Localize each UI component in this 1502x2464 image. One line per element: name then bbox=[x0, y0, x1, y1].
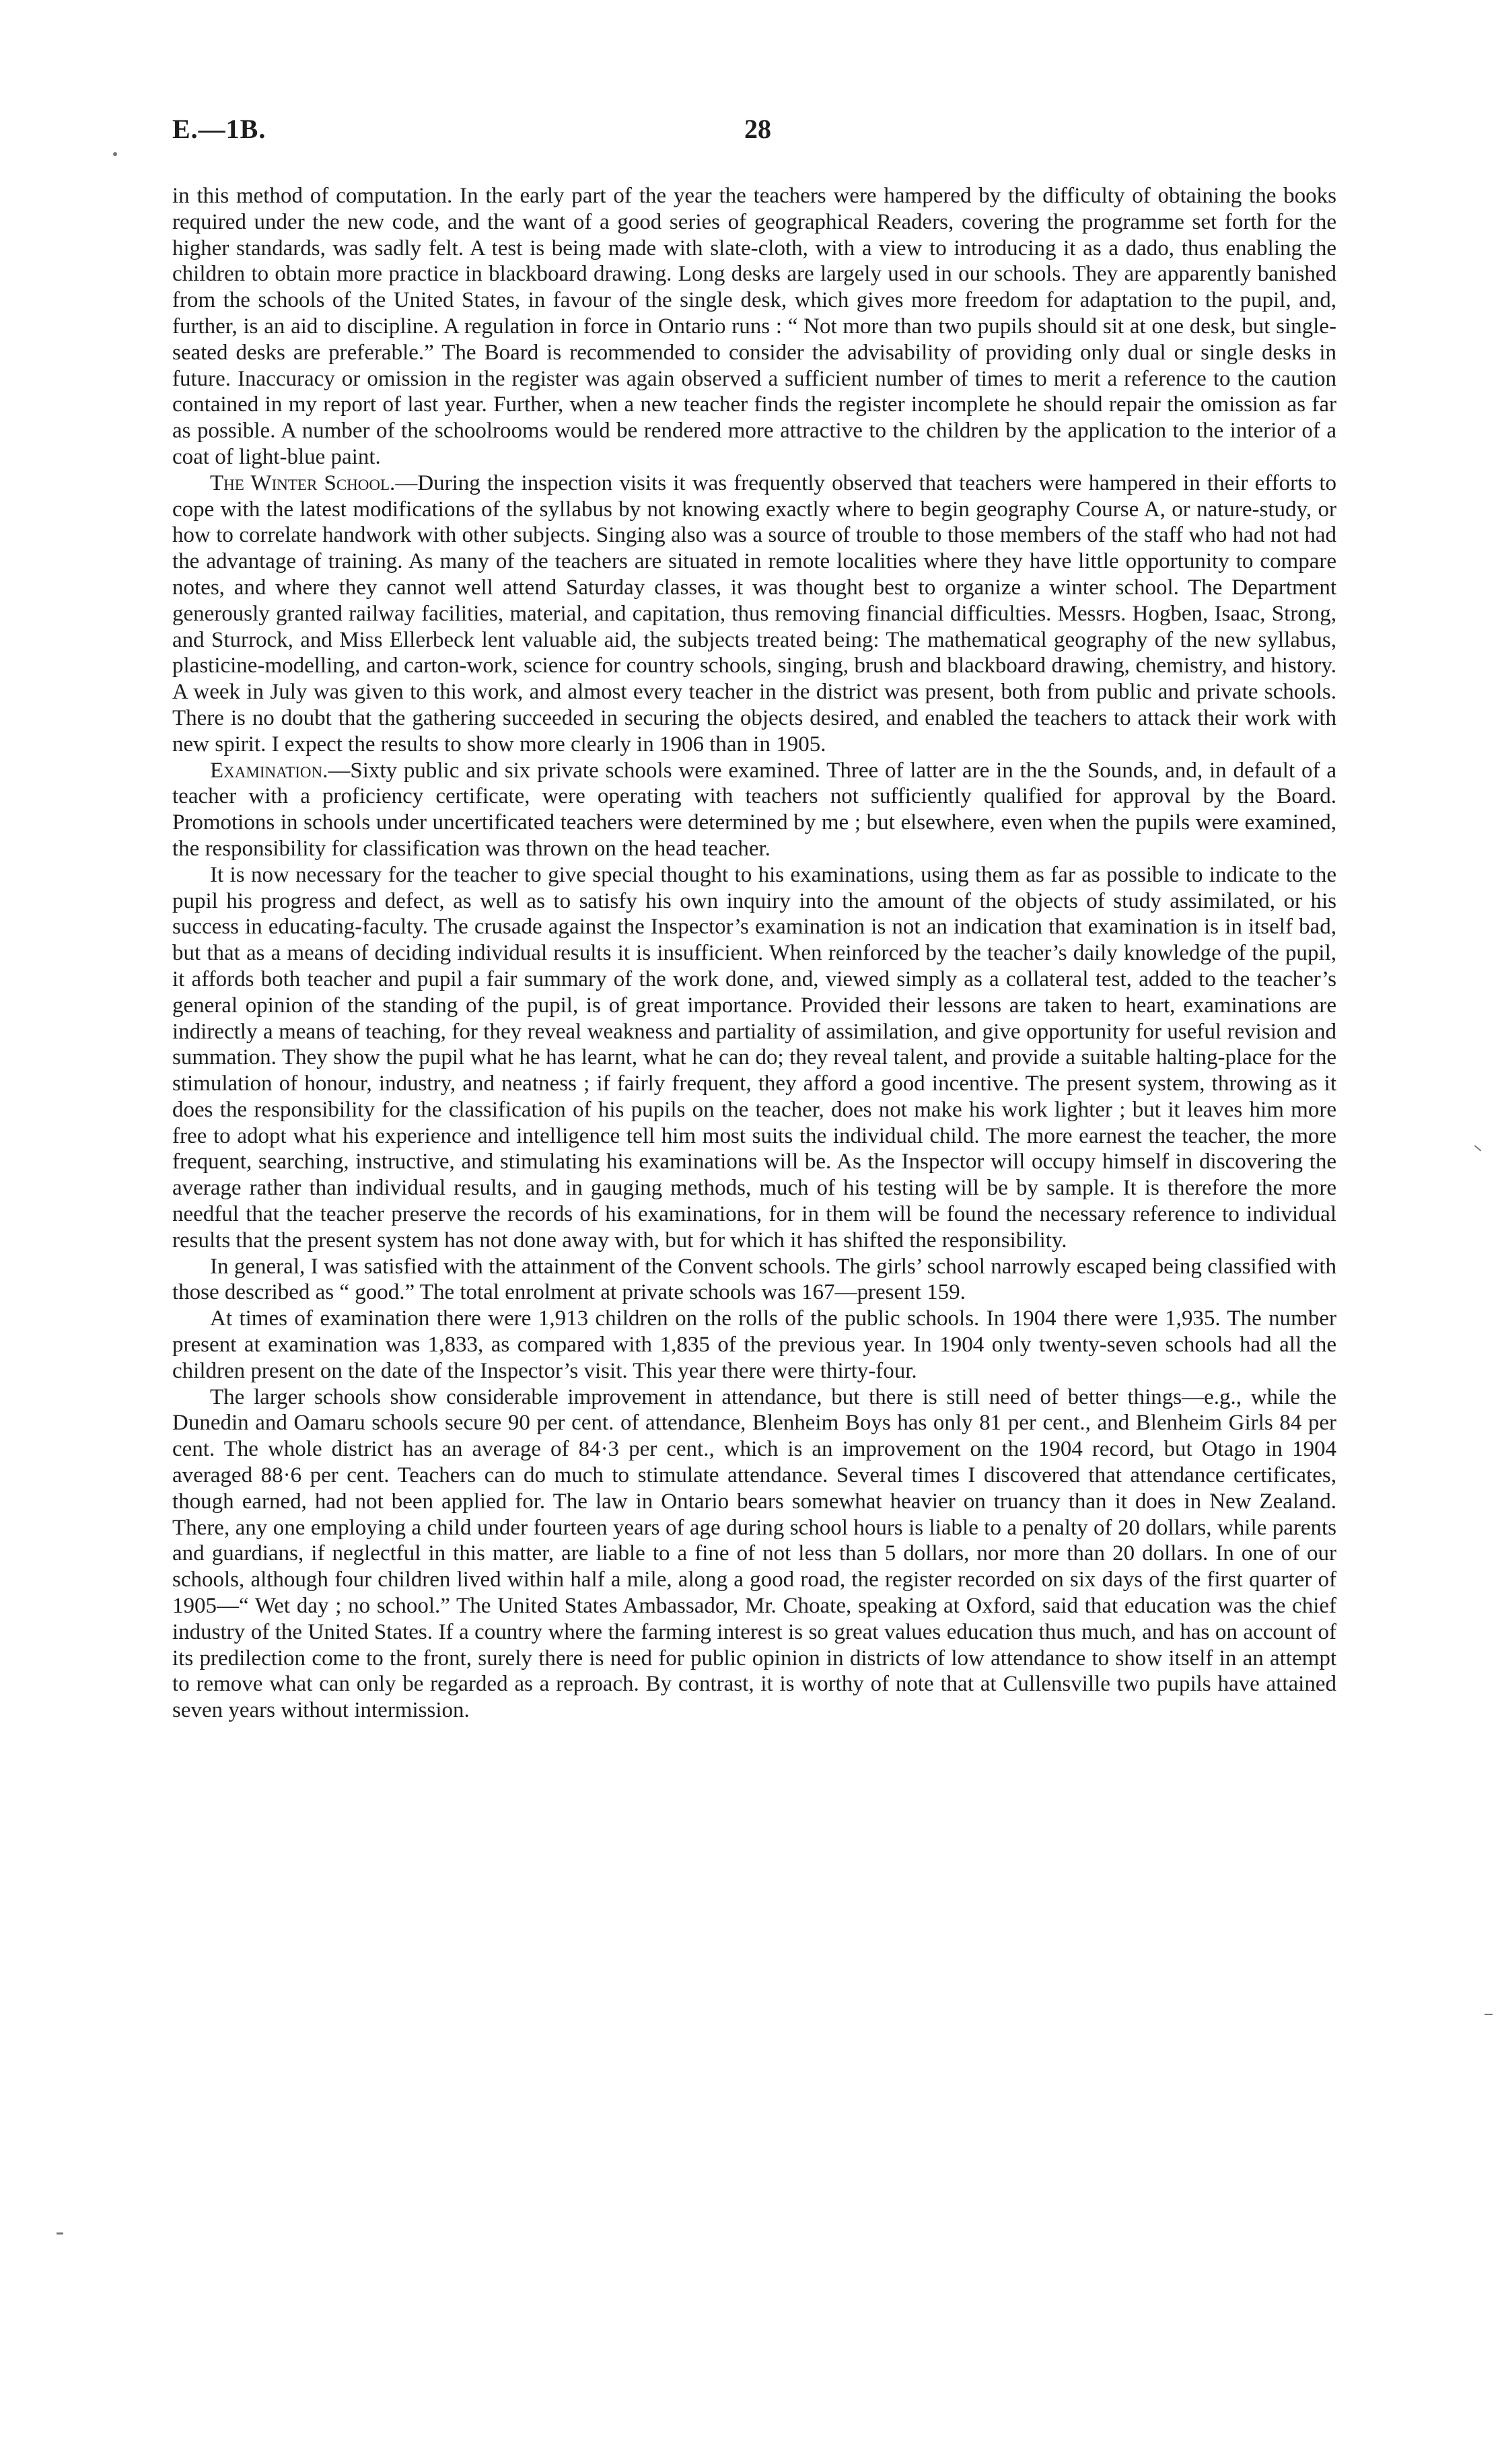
paragraph-text: It is now necessary for the teacher to give special thought to his examinations, using them as far as possible to indicate to the pupil his progress and defect, as well as to satisfy his own inquiry into the amount of the objects of study assimilated, or his success in educating-faculty. The crusade against the Inspector’s examination is not an indication that examination is in itself bad, but that as a means of deciding individual results it is insufficient. When reinforced by the teacher’s daily knowledge of the pupil, it affords both teacher and pupil a fair summary of the work done, and, viewed simply as a collateral test, added to the teacher’s general opinion of the standing of the pupil, is of great importance. Provided their lessons are taken to heart, examinations are indirectly a means of teaching, for they reveal weakness and partiality of assimilation, and give opportunity for useful revision and summation. They show the pupil what he has learnt, what he can do; they reveal talent, and provide a suitable halting-place for the stimulation of honour, industry, and neatness ; if fairly frequent, they afford a good incentive. The present system, throwing as it does the responsibility for the classification of his pupils on the teacher, does not make his work lighter ; but it leaves him more free to adopt what his experience and intelligence tell him most suits the individual child. The more earnest the teacher, the more frequent, searching, instructive, and stimulating his examinations will be. As the Inspector will occupy himself in discovering the average rather than individual results, and in gauging methods, much of his testing will be by sample. It is therefore the more needful that the teacher preserve the records of his examinations, for in them will be found the necessary reference to individual results that the present system has not done away with, but for which it has shifted the responsibility. bbox=[172, 862, 1336, 1253]
paragraph-examination bbox=[172, 758, 1336, 862]
paragraph-text: —During the inspection visits it was frequently observed that teachers were hampered in their efforts to cope with the latest modifications of the syllabus by not knowing exactly where to begin geography Course A, or nature-study, or how to correlate handwork with other subjects. Singing also was a source of trouble to those members of the staff who had not had the advantage of training. As many of the teachers are situated in remote localities where they have little opportunity to compare notes, and where they cannot well attend Saturday classes, it was thought best to organize a winter school. The Department generously granted railway facilities, material, and capitation, thus removing financial difficulties. Messrs. Hogben, Isaac, Strong, and Sturrock, and Miss Ellerbeck lent valuable aid, the subjects treated being: The mathematical geography of the new syllabus, plasticine-modelling, and carton-work, science for country schools, singing, brush and blackboard drawing, chemistry, and history. A week in July was given to this work, and almost every teacher in the district was present, both from public and private schools. There is no doubt that the gathering succeeded in securing the objects desired, and enabled the teachers to attack their work with new spirit. I expect the results to show more clearly in 1906 than in 1905. bbox=[172, 470, 1336, 756]
paragraph-teacher-examinations bbox=[172, 862, 1336, 1254]
paragraph-text: The larger schools show considerable improvement in attendance, but there is still need of better things—e.g., while the Dunedin and Oamaru schools secure 90 per cent. of attendance, Blenheim Boys has only 81 per cent., and Blenheim Girls 84 per cent. The whole district has an average of 84·3 per cent., which is an improvement on the 1904 record, but Otago in 1904 averaged 88·6 per cent. Teachers can do much to stimulate attendance. Several times I discovered that attendance certificates, though earned, had not been applied for. The law in Ontario bears somewhat heavier on truancy than it does in New Zealand. There, any one employing a child under fourteen years of age during school hours is liable to a penalty of 20 dollars, while parents and guardians, if neglectful in this matter, are liable to a fine of not less than 5 dollars, nor more than 20 dollars. In one of our schools, although four children lived within half a mile, along a good road, the register recorded on six days of the first quarter of 1905—“ Wet day ; no school.” The United States Ambassador, Mr. Choate, speaking at Oxford, said that education was the chief industry of the United States. If a country where the farming interest is so great values education thus much, and has on account of its predilection come to the front, surely there is need for public opinion in districts of low attendance to show itself in an attempt to remove what can only be regarded as a reproach. By contrast, it is worthy of note that at Cullensville two pupils have attained seven years without intermission. bbox=[172, 1384, 1336, 1723]
paragraph-attendance bbox=[172, 1384, 1336, 1724]
paragraph-text: in this method of computation. In the early part of the year the teachers were hampered by the difficulty of obtaining the books required under the new code, and the want of a good series of geographical Readers, covering the programme set forth for the higher standards, was sadly felt. A test is being made with slate-cloth, with a view to introducing it as a dado, thus enabling the children to obtain more practice in blackboard drawing. Long desks are largely used in our schools. They are apparently banished from the schools of the United States, in favour of the single desk, which gives more freedom for adaptation to the pupil, and, further, is an aid to discipline. A regulation in force in Ontario runs : “ Not more than two pupils should sit at one desk, but single-seated desks are preferable.” The Board is recommended to consider the advisability of providing only dual or single desks in future. Inaccuracy or omission in the register was again observed a sufficient number of times to merit a reference to the caution contained in my report of last year. Further, when a new teacher finds the register incomplete he should repair the omission as far as possible. A number of the schoolrooms would be rendered more attractive to the children by the application to the interior of a coat of light-blue paint. bbox=[172, 184, 1336, 469]
paragraph-text: At times of examination there were 1,913 children on the rolls of the public schools. In 1904 there were 1,935. The number present at examination was 1,833, as compared with 1,835 of the previous year. In 1904 only twenty-seven schools had all the children present on the date of the Inspector’s visit. This year there were thirty-four. bbox=[172, 1306, 1336, 1383]
page-number: 28 bbox=[744, 114, 771, 144]
paragraph-convent-schools bbox=[172, 1254, 1336, 1306]
paragraph-rolls bbox=[172, 1306, 1336, 1384]
paragraph-desks-and-registers bbox=[172, 183, 1336, 470]
paragraph-winter-school bbox=[172, 470, 1336, 758]
section-heading-examination: Examination. bbox=[210, 758, 328, 783]
paragraph-text: —Sixty public and six private schools were examined. Three of latter are in the the Sounds, and, in default of a teacher with a proficiency certificate, were operating with teachers not sufficiently qualified for approval by the Board. Promotions in schools under uncertificated teachers were determined by me ; but elsewhere, even when the pupils were examined, the responsibility for classification was thrown on the head teacher. bbox=[172, 758, 1336, 861]
scan-speck bbox=[57, 2232, 63, 2234]
document-reference: E.—1B. bbox=[172, 114, 266, 144]
section-heading-winter-school: The Winter School. bbox=[210, 470, 396, 495]
page-header bbox=[172, 113, 1336, 153]
scan-speck bbox=[1474, 1145, 1481, 1151]
paragraph-text: In general, I was satisfied with the attainment of the Convent schools. The girls’ school narrowly escaped being classified with those described as “ good.” The total enrolment at private schools was 167—present 159. bbox=[172, 1254, 1336, 1305]
scan-speck bbox=[113, 152, 117, 156]
body-text bbox=[172, 183, 1336, 1724]
scan-speck bbox=[1485, 2014, 1493, 2015]
